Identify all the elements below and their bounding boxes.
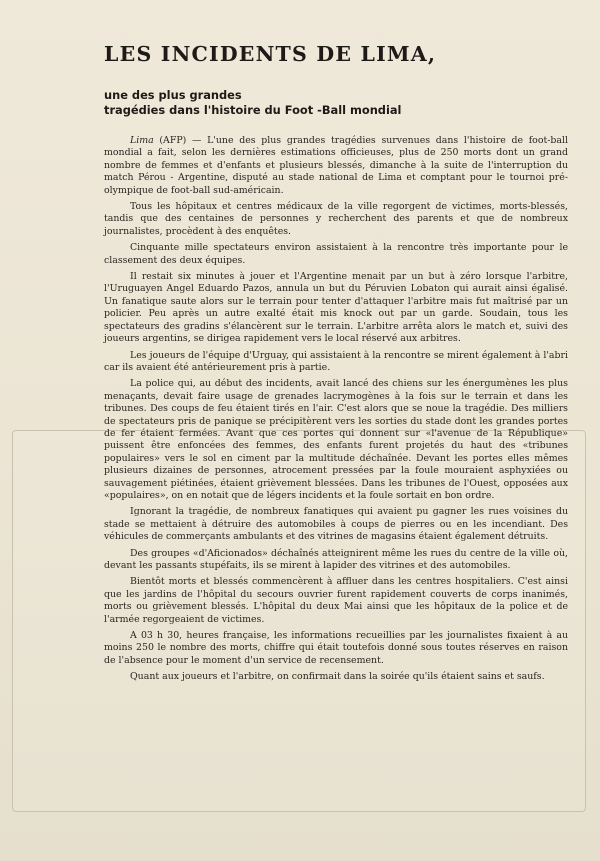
paragraph-6: La police qui, au début des incidents, avait lancé des chiens sur les énergumènes les plus menaçants, devait faire usage de grenades lacrymogènes à la fois sur le terrain et dans les tribunes. Des coups de feu étaient tirés en l'air. C'est alors que se noue la tragédie. Des milliers de spectateurs pris de panique se précipitèrent vers les sorties du stade dont les grandes portes de fer étaient fermées. Avant que ces portes qui donnent sur «l'avenue de la République» puissent être enfoncées des femmes, des enfants furent projetés du haut des «tribunes populaires» vers le sol en ciment par la multitude déchaînée. Devant les portes elles mêmes plusieurs dizaines de personnes, atrocement pressées par la foule mouraient asphyxiées ou sauvagement piétinées, étaient grièvement blessées. Dans les tribunes de l'Ouest, opposées aux «populaires», on en notait que de légers incidents et la foule sortait en bon ordre. [104,378,568,501]
paragraph-5: Les joueurs de l'équipe d'Urguay, qui assistaient à la rencontre se mirent également à l'abri car ils avaient été antérieurement pris à partie. [104,349,568,373]
paragraph-2: Tous les hôpitaux et centres médicaux de la ville regorgent de victimes, morts-blessés, tandis que des centaines de personnes y recherchent des parents et que de nombreux journalistes, procèdent à des enquêtes. [104,201,568,237]
paragraph-3: Cinquante mille spectateurs environ assistaient à la rencontre très importante pour le classement des deux équipes. [104,242,568,266]
subtitle-line-1: une des plus grandes [104,88,242,102]
subtitle-line-2: tragédies dans l'histoire du Foot -Ball mondial [104,103,402,117]
paragraph-4: Il restait six minutes à jouer et l'Argentine menait par un but à zéro lorsque l'arbitre, l'Uruguayen Angel Eduardo Pazos, annula un but du Péruvien Lobaton qui aurait ainsi égalisé. Un fanatique saute alors sur le terrain pour tenter d'attaquer l'arbitre mais fut maîtrisé par un policier. Peu après un autre exalté était mis knock out par un garde. Soudain, tous les spectateurs des gradins s'élancèrent sur le terrain. L'arbitre arrêta alors le match et, suivi des joueurs argentins, se dirigea rapidement vers le local réservé aux arbitres. [104,271,568,345]
paragraph-1-text: (AFP) — L'une des plus grandes tragédies survenues dans l'histoire de foot-ball mondial a fait, selon les dernières estimations officieuses, plus de 250 morts dont un grand nombre de femmes et d'enfants et plusieurs blessés, dimanche à la suite de l'interruption du match Pérou - Argentine, disputé au stade national de Lima et comptant pour le tournoi pré-olympique de foot-ball sud-américain. [104,135,568,196]
paragraph-1 [104,135,568,197]
dateline: Lima [130,135,154,146]
article-body [104,135,568,688]
paragraph-11: Quant aux joueurs et l'arbitre, on confirmait dans la soirée qu'ils étaient sains et saufs. [130,671,545,683]
paragraph-9: Bientôt morts et blessés commencèrent à affluer dans les centres hospitaliers. C'est ainsi que les jardins de l'hôpital du secours ouvrier furent rapidement couverts de corps inanimés, morts ou grièvement blessés. L'hôpital du deux Mai ainsi que les hôpitaux de la police et de l'armée regorgeaient de victimes. [104,576,568,625]
paragraph-8: Des groupes «d'Aficionados» déchaînés atteignirent même les rues du centre de la ville où, devant les passants stupéfaits, ils se mirent à lapider des vitrines et des automobiles. [104,547,568,571]
paragraph-10: A 03 h 30, heures française, les informations recueillies par les journalistes fixaient à au moins 250 le nombre des morts, chiffre qui était toutefois donné sous toutes réserves en raison de l'absence pour le moment d'un service de recensement. [104,630,568,666]
article-title: LES INCIDENTS DE LIMA, [104,42,437,66]
article-subtitle [104,88,544,118]
paragraph-7: Ignorant la tragédie, de nombreux fanatiques qui avaient pu gagner les rues voisines du stade se mettaient à détruire des automobiles à coups de pierres ou en les incendiant. Des véhicules de commerçants ambulants et des vitrines de magasins étaient également détruits. [104,506,568,543]
